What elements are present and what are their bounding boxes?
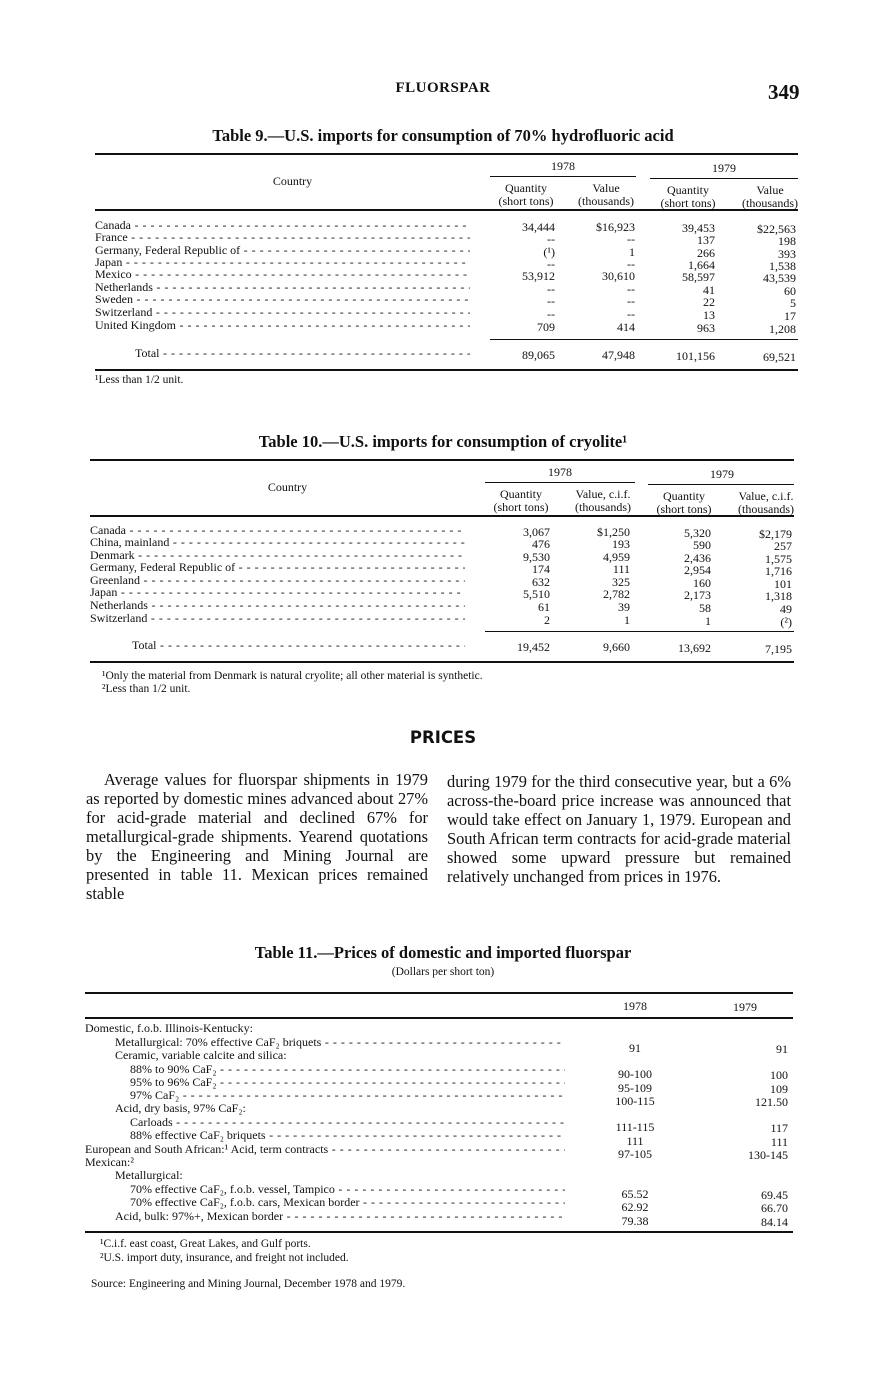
table-row-country: Germany, Federal Republic of - - - [90,561,465,574]
table-cell-quantity-1979: 2,954 [684,563,711,577]
table-cell-value-1978: 39 [618,600,630,614]
table-cell-value-1979: 1,575 [765,552,792,566]
table-cell-value-1979: 43,539 [763,271,796,285]
table-row-label: Ceramic, variable calcite and silica: [115,1049,287,1062]
table-row-label: Mexican:² [85,1156,134,1169]
table-9-country-header: Country [272,174,313,188]
table-row-label: Metallurgical: 70% effective CaF₂ briquets - - - [115,1036,565,1049]
table-row-label: 97% CaF₂ - - - [130,1089,565,1102]
table-cell-price-1979: 66.70 [761,1201,788,1215]
table-row-country: Netherlands - - - [90,599,465,612]
table-cell-value-1978: 1 [624,613,630,627]
table-row-country: Mexico - - - [95,268,470,281]
table-cell-quantity-1978: 632 [532,575,550,589]
table-cell-price-1979: 100 [770,1068,788,1082]
table-cell-quantity-1979: 137 [697,233,715,247]
table-cell-price-1979: 117 [770,1121,788,1135]
table-row-country: China, mainland - - - [90,536,465,549]
table-cell-quantity-1979: 13 [703,308,715,322]
table-9-total-v79: 69,521 [763,350,796,364]
table-cell-price-1979: 121.50 [755,1095,788,1109]
table-9-total-q79: 101,156 [676,349,715,363]
table-row-country: Netherlands - - - [95,281,470,294]
table-cell-value-1979: 1,538 [769,259,796,273]
table-9-total-label: Total - - - [135,347,470,360]
table-cell-quantity-1979: 22 [703,295,715,309]
table-cell-value-1979: $22,563 [757,222,796,236]
table-cell-quantity-1979: 160 [693,576,711,590]
table-10-year-rule-1978 [485,482,635,483]
table-cell-value-1978: 111 [612,562,630,576]
table-cell-value-1979: 5 [790,296,796,310]
table-row-label: Carloads - - - [130,1116,565,1129]
table-cell-quantity-1978: 53,912 [522,269,555,283]
page-number: 349 [768,80,800,104]
table-cell-quantity-1979: 58,597 [682,270,715,284]
table-cell-value-1978: -- [627,282,635,296]
table-cell-quantity-1978: 9,530 [523,550,550,564]
table-cell-price-1978: 111 [626,1134,644,1148]
table-10-footnote-1: ¹Only the material from Denmark is natural cryolite; all other material is synthetic. [102,670,483,682]
table-9-header-rule [95,209,798,211]
table-9-year-rule-1979 [650,178,798,179]
table-row-country: Japan - - - [95,256,470,269]
table-cell-price-1978: 91 [629,1041,641,1055]
table-cell-value-1978: -- [627,232,635,246]
table-9-year-1979: 1979 [712,161,736,175]
table-9-top-rule [95,153,798,155]
table-cell-value-1979: 198 [778,234,796,248]
table-cell-value-1978: 30,610 [602,269,635,283]
table-cell-quantity-1978: 34,444 [522,220,555,234]
table-row-country: Canada - - - [95,219,470,232]
table-10-footnote-2: ²Less than 1/2 unit. [102,683,191,695]
table-9-quantity-header: Quantity (short tons) [498,181,554,208]
table-row-label: 70% effective CaF₂, f.o.b. vessel, Tampico - - - [130,1183,565,1196]
table-9-year-rule-1978 [490,176,636,177]
table-10-total-v78: 9,660 [603,640,630,654]
table-9-total-rule [490,339,798,340]
table-11-footnote-2: ²U.S. import duty, insurance, and freight not included. [100,1252,349,1264]
table-cell-quantity-1978: 709 [537,320,555,334]
table-cell-value-1978: 4,959 [603,550,630,564]
table-11-year-1978: 1978 [623,999,647,1013]
table-row-country: Switzerland - - - [90,612,465,625]
table-cell-price-1979: 111 [770,1135,788,1149]
table-10-header-rule [90,515,794,517]
table-row-country: France - - - [95,231,470,244]
table-cell-quantity-1979: 2,173 [684,588,711,602]
table-10-total-label: Total - - - [132,639,465,652]
table-10-total-v79: 7,195 [765,642,792,656]
table-cell-value-1979: 393 [778,247,796,261]
table-cell-quantity-1979: 39,453 [682,221,715,235]
table-cell-value-1979: 1,208 [769,322,796,336]
table-cell-quantity-1978: 2 [544,613,550,627]
table-cell-value-1978: 325 [612,575,630,589]
table-row-label: 70% effective CaF₂, f.o.b. cars, Mexican border - - - [130,1196,565,1209]
table-row-country: Denmark - - - [90,549,465,562]
table-9-total-q78: 89,065 [522,348,555,362]
table-cell-quantity-1979: 590 [693,538,711,552]
table-cell-value-1978: -- [627,307,635,321]
table-9-quantity-header-1979: Quantity (short tons) [660,183,716,210]
table-cell-quantity-1979: 41 [703,283,715,297]
table-row-country: Japan - - - [90,586,465,599]
table-11-subcaption: (Dollars per short ton) [391,966,495,978]
table-row-label: 95% to 96% CaF₂ - - - [130,1076,565,1089]
table-cell-price-1978: 79.38 [621,1214,649,1228]
table-cell-price-1978: 90-100 [618,1067,652,1081]
table-11-footnote-1: ¹C.i.f. east coast, Great Lakes, and Gulf ports. [100,1238,311,1250]
table-10-value-header: Value, c.i.f. (thousands) [575,487,631,514]
table-cell-value-1978: $16,923 [596,220,635,234]
table-cell-quantity-1979: 1,664 [688,258,715,272]
table-cell-quantity-1978: -- [547,294,555,308]
running-head: FLUORSPAR [395,80,491,96]
table-cell-quantity-1978: -- [547,257,555,271]
prices-paragraph-left: Average values for fluorspar shipments in 1979 as reported by domestic mines advanced about 27% for acid-grade material and declined 67% for metallurgical-grade shipments. Yearend quotations by the Engineering and Mining Journal are presented in table 11. Mexican prices remained stable [86,770,428,903]
table-cell-quantity-1978: 61 [538,600,550,614]
table-cell-value-1979: 1,318 [765,589,792,603]
table-cell-quantity-1979: 5,320 [684,526,711,540]
table-9-footnote: ¹Less than 1/2 unit. [95,374,184,386]
table-row-label: Acid, bulk: 97%+, Mexican border - - - [115,1210,565,1223]
table-10-country-header: Country [267,480,308,494]
table-cell-quantity-1978: (¹) [543,245,555,259]
table-row-country: Canada - - - [90,524,465,537]
table-10-value-header-1979: Value, c.i.f. (thousands) [738,489,794,516]
table-11-top-rule [85,992,793,994]
table-cell-value-1979: 101 [774,577,792,591]
table-cell-quantity-1978: -- [547,307,555,321]
table-9-caption: Table 9.—U.S. imports for consumption of 70% hydrofluoric acid [212,126,674,145]
table-cell-value-1979: 60 [784,284,796,298]
table-cell-quantity-1979: 963 [697,321,715,335]
table-10-total-q78: 19,452 [517,640,550,654]
table-cell-price-1979: 84.14 [761,1215,788,1229]
table-10-total-q79: 13,692 [678,641,711,655]
table-11-source: Source: Engineering and Mining Journal, December 1978 and 1979. [91,1278,406,1290]
table-row-country: Sweden - - - [95,293,470,306]
table-cell-price-1979: 69.45 [761,1188,788,1202]
table-cell-quantity-1979: 58 [699,601,711,615]
table-10-year-1978: 1978 [548,465,572,479]
table-row-label: Metallurgical: [115,1169,183,1182]
table-row-label: Domestic, f.o.b. Illinois-Kentucky: [85,1022,253,1035]
table-cell-quantity-1979: 266 [697,246,715,260]
table-cell-value-1978: -- [627,257,635,271]
table-cell-price-1979: 91 [776,1042,788,1056]
table-cell-value-1978: $1,250 [597,525,630,539]
table-cell-price-1979: 109 [770,1082,788,1096]
table-cell-quantity-1978: -- [547,232,555,246]
table-9-bottom-rule [95,369,798,371]
table-cell-quantity-1978: 476 [532,537,550,551]
table-10-year-1979: 1979 [710,467,734,481]
table-11-bottom-rule [85,1231,793,1233]
table-cell-price-1978: 65.52 [621,1187,649,1201]
table-cell-value-1979: 49 [780,602,792,616]
table-cell-quantity-1979: 2,436 [684,551,711,565]
table-cell-price-1978: 100-115 [615,1094,655,1108]
table-cell-price-1978: 62.92 [621,1200,649,1214]
table-cell-value-1979: 1,716 [765,564,792,578]
table-cell-quantity-1978: 174 [532,562,550,576]
table-row-country: Greenland - - - [90,574,465,587]
prices-paragraph-right: during 1979 for the third consecutive year, but a 6% across-the-board price increase was announced that would take effect on January 1, 1979. European and South African term contracts for acid-grade material showed some upward pressure but remained relatively unchanged from prices in 1976. [447,772,791,886]
table-9-total-v78: 47,948 [602,348,635,362]
table-cell-quantity-1978: 5,510 [523,587,550,601]
table-cell-price-1979: 130-145 [748,1148,788,1162]
table-row-country: United Kingdom - - - [95,319,470,332]
table-row-label: 88% to 90% CaF₂ - - - [130,1063,565,1076]
table-11-year-1979: 1979 [733,1000,757,1014]
table-11-caption: Table 11.—Prices of domestic and imported fluorspar [254,943,632,962]
table-cell-value-1978: 1 [629,245,635,259]
table-9-value-header: Value (thousands) [578,181,634,208]
table-10-year-rule-1979 [648,484,794,485]
table-cell-price-1978: 95-109 [618,1081,652,1095]
table-cell-value-1978: 414 [617,320,635,334]
section-heading-prices: PRICES [409,728,477,747]
table-cell-value-1979: $2,179 [759,527,792,541]
table-cell-value-1978: 2,782 [603,587,630,601]
table-row-country: Switzerland - - - [95,306,470,319]
table-cell-price-1978: 111-115 [615,1120,655,1134]
table-10-quantity-header-1979: Quantity (short tons) [656,489,712,516]
table-cell-quantity-1978: -- [547,282,555,296]
table-cell-value-1978: -- [627,294,635,308]
table-cell-price-1978: 97-105 [618,1147,652,1161]
table-10-quantity-header: Quantity (short tons) [493,487,549,514]
table-cell-value-1979: (²) [780,615,792,629]
table-10-total-rule [485,631,794,632]
table-cell-value-1978: 193 [612,537,630,551]
table-cell-value-1979: 257 [774,539,792,553]
table-cell-quantity-1979: 1 [705,614,711,628]
table-10-bottom-rule [90,661,794,663]
table-cell-value-1979: 17 [784,309,796,323]
table-row-label: European and South African:¹ Acid, term contracts - - - [85,1143,565,1156]
table-9-value-header-1979: Value (thousands) [742,183,798,210]
table-11-header-rule [85,1017,793,1019]
table-row-label: Acid, dry basis, 97% CaF₂: [115,1102,246,1115]
table-row-label: 88% effective CaF₂ briquets - - - [130,1129,565,1142]
table-row-country: Germany, Federal Republic of - - - [95,244,470,257]
table-9-year-1978: 1978 [551,159,575,173]
table-10-top-rule [90,459,794,461]
table-cell-quantity-1978: 3,067 [523,525,550,539]
table-10-caption: Table 10.—U.S. imports for consumption of cryolite¹ [258,432,628,451]
